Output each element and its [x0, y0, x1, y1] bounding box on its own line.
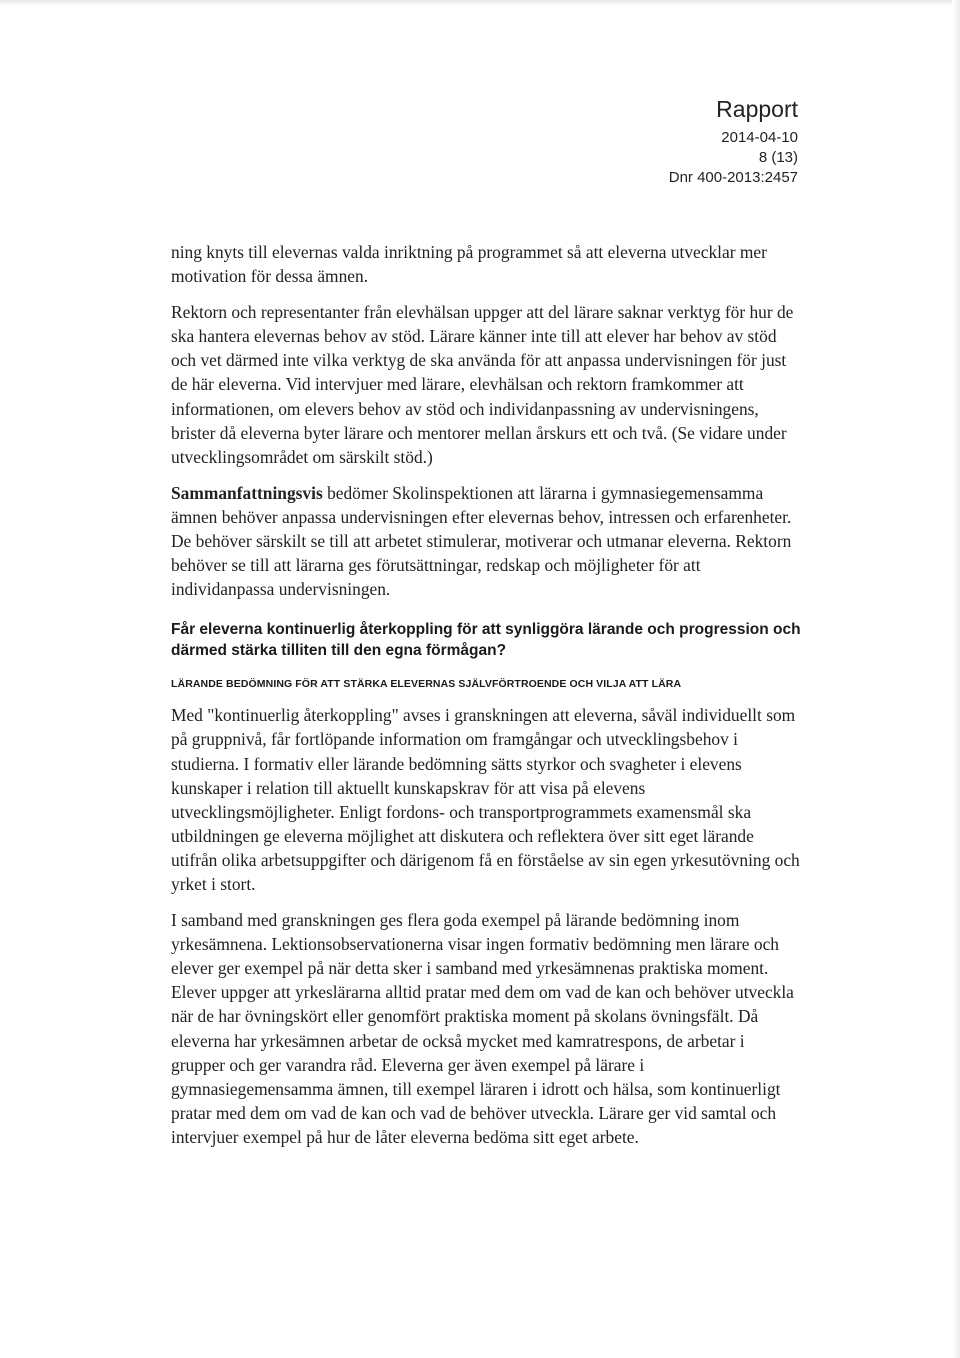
- paragraph-feedback-definition: Med "kontinuerlig återkoppling" avses i granskningen att eleverna, såväl individuellt som på gruppnivå, får fortlöpande information om framgångar och utvecklingsbehov i studierna. I formativ eller lärande bedömning sätts styrkor och svagheter i elevens kunskaper i relation till aktuellt kunskapskrav för att visa på elevens utvecklingsmöjligheter. Enligt fordons- och transportprogrammets examensmål ska utbildningen ge eleverna möjlighet att diskutera och reflektera över sitt eget lärande utifrån olika arbetsuppgifter och därigenom få en förståelse av sin egen yrkesutövning och yrket i stort.: [171, 705, 800, 894]
- scan-edge-top: [0, 0, 960, 6]
- document-header: [669, 94, 798, 188]
- document-type-title: Rapport: [716, 96, 798, 122]
- summary-lead-word: Sammanfattningsvis: [171, 482, 323, 503]
- registration-number: Dnr 400-2013:2457: [668, 169, 798, 186]
- question-heading: Får eleverna kontinuerlig återkoppling för att synliggöra lärande och progression och därmed stärka tilliten till den egna förmågan?: [171, 621, 801, 660]
- paragraph-assessment-examples: I samband med granskningen ges flera goda exempel på lärande bedömning inom yrkesämnena. Lektionsobservationerna visar ingen formativ bedömning men lärare och elever ger exempel på när detta sker i samband med yrkesämnenas praktiska moment. Elever uppger att yrkeslärarna alltid pratar med dem om vad de kan och behöver utveckla när de har övningskört eller genomfört praktiska moment på skolans övningsfält. Då eleverna har yrkesämnen arbetar de också mycket med kamratrespons, de arbetar i grupper och ger varandra råd. Eleverna ger även exempel på lärare i gymnasiegemensamma ämnen, till exempel läraren i idrott och hälsa, som kontinuerligt pratar med dem om vad de kan och vad de behöver utveckla. Lärare ger vid samtal och intervjuer exempel på hur de låter eleverna bedöma sitt eget arbete.: [171, 910, 794, 1147]
- page-number: 8 (13): [758, 149, 798, 166]
- section-subheading: LÄRANDE BEDÖMNING FÖR ATT STÄRKA ELEVERNAS SJÄLVFÖRTROENDE OCH VILJA ATT LÄRA: [171, 678, 682, 691]
- scan-edge-right: [952, 0, 960, 1358]
- document-date: 2014-04-10: [721, 129, 798, 146]
- document-body: [171, 240, 801, 1161]
- summary-text: bedömer Skolinspektionen att lärarna i gymnasiegemensamma ämnen behöver anpassa undervisningen efter elevernas behov, intressen och erfarenheter. De behöver särskilt se till att arbetet stimulerar, motiverar och utmanar eleverna. Rektorn behöver se till att lärarna ges förutsättningar, redskap och möjligheter för att individanpassa undervisningen.: [171, 482, 792, 600]
- paragraph-summary: [171, 481, 801, 601]
- paragraph-teacher-tools: Rektorn och representanter från elevhälsan uppger att del lärare saknar verktyg för hur de ska hantera elevernas behov av stöd. Lärare känner inte till att elever har behov av stöd och vet därmed inte vilka verktyg de ska använda för att anpassa undervisningen för just de här eleverna. Vid intervjuer med lärare, elevhälsan och rektorn framkommer att informationen, om elevers behov av stöd och individanpassning av undervisningens, brister då eleverna byter lärare och mentorer mellan årskurs ett och två. (Se vidare under utvecklingsområdet om särskilt stöd.): [171, 302, 794, 467]
- paragraph-continuation: ning knyts till elevernas valda inriktning på programmet så att eleverna utvecklar mer motivation för dessa ämnen.: [171, 242, 767, 287]
